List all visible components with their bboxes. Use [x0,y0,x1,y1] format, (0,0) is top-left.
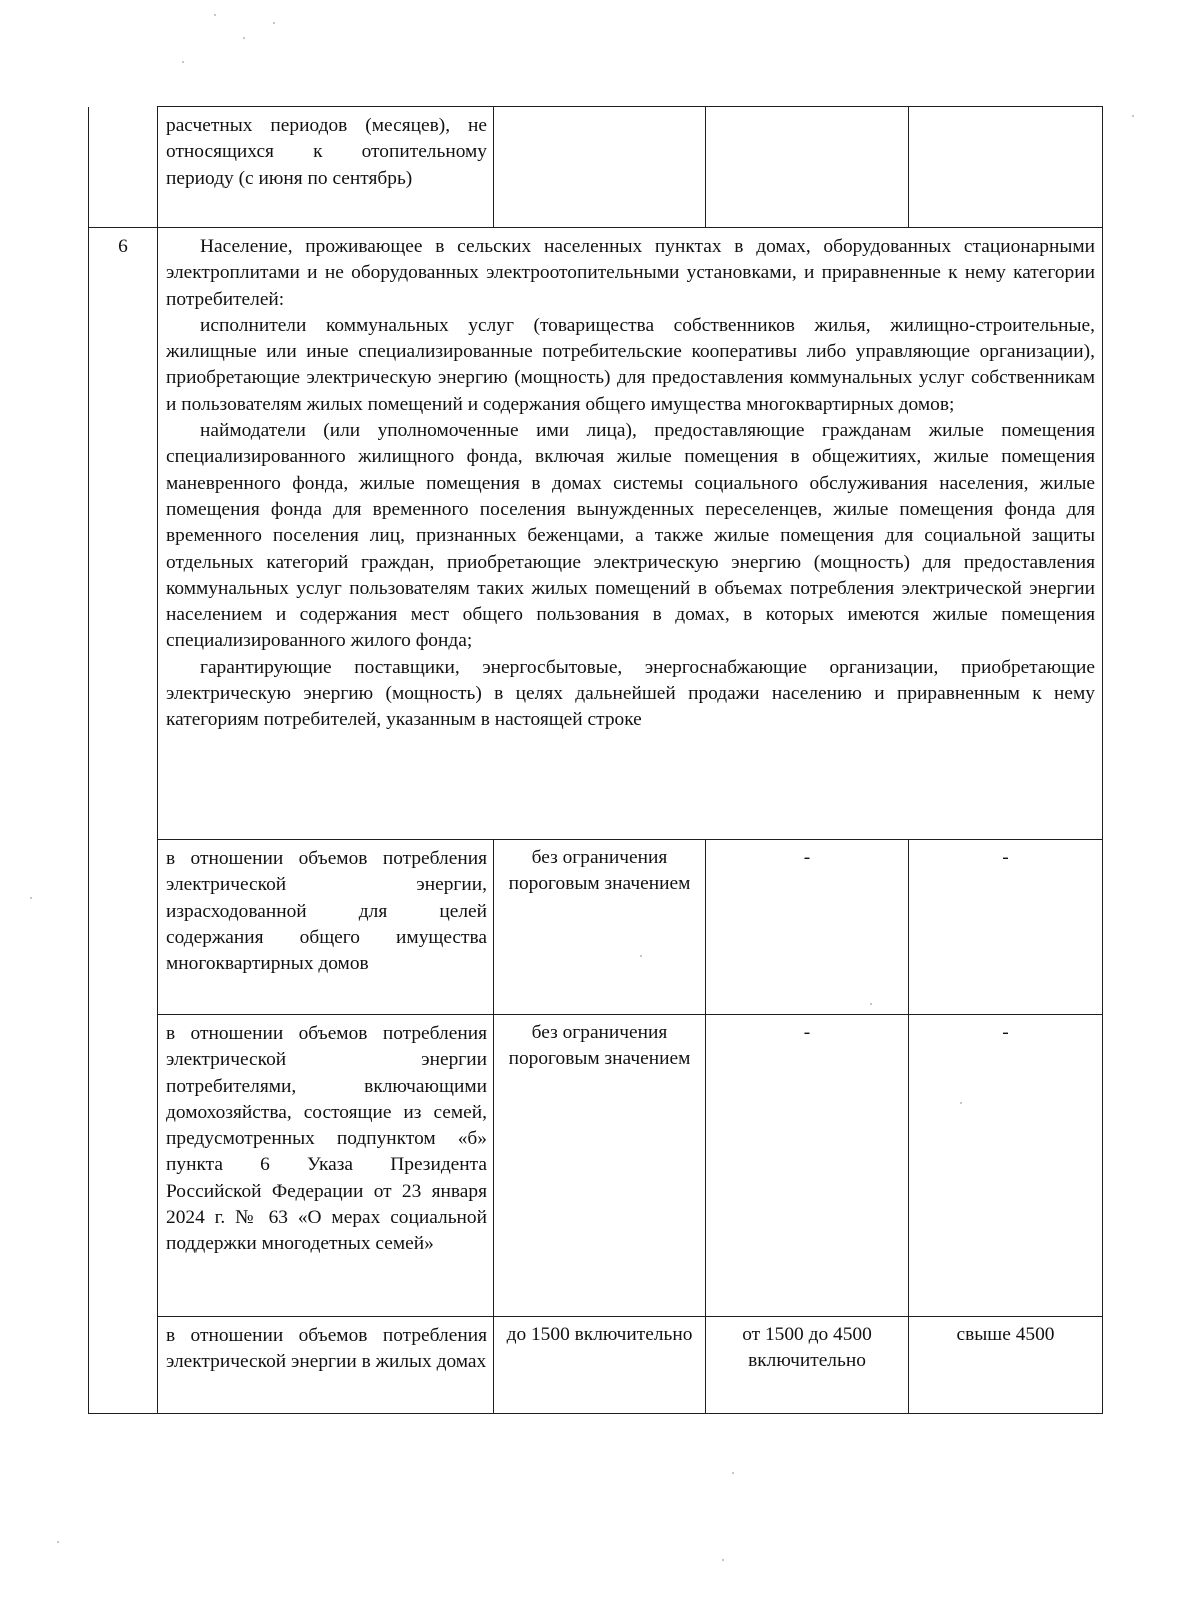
subrow-description-cell [158,1317,494,1414]
table-subrow-large-families [89,1015,1103,1317]
subrow-value-3: - [1002,1022,1009,1043]
heading-paragraph: исполнители коммунальных услуг (товарищества собственников жилья, жилищно-строительные, жилищные или иные специализированные потребительские кооперативы либо управляющие организации), приобретающие электрическую энергию (мощность) для предоставления коммунальных услуг собственникам и пользователям жилых помещений и содержания общего имущества многоквартирных домов; [166,314,1095,415]
scan-speck [214,14,216,16]
continued-value-1 [494,107,705,112]
row-6-heading-text [158,228,1102,741]
subrow-value-3: свыше 4500 [956,1324,1055,1345]
heading-paragraph: гарантирующие поставщики, энергосбытовые, энергоснабжающие организации, приобретающие электрическую энергию (мощность) в целях дальнейшей продажи населению и приравненным к нему категориям потребителей, указанным в настоящей строке [166,656,1095,731]
continued-value-2 [706,107,908,112]
subrow-value-1: без ограничения пороговым значением [508,1022,691,1070]
heading-paragraph: Население, проживающее в сельских населенных пунктах в домах, оборудованных стационарными электроплитами и не оборудованных электроотопительными установками, и приравненные к нему категории потребителей: [166,236,1095,310]
subrow-description: в отношении объемов потребления электрической энергии в жилых домах [166,1325,487,1373]
subrow-value-1: до 1500 включительно [506,1324,693,1345]
scan-speck [30,897,32,899]
subrow-value-1: без ограничения пороговым значением [508,847,691,895]
subrow-value-2-cell [706,840,909,1015]
row-number: 6 [118,236,128,257]
table-row-continued [89,107,1103,228]
scan-speck [273,22,275,24]
row-number-cell [89,228,158,1414]
electricity-tariff-table [88,106,1103,1414]
subrow-description: в отношении объемов потребления электрической энергии потребителями, включающими домохозяйства, состоящие из семей, предусмотренных подпунктом «б» пункта 6 Указа Президента Российской Федерации от 23 января 2024 г. № 63 «О мерах социальной поддержки многодетных семей» [166,1023,487,1255]
scan-speck [722,1559,724,1561]
continued-description-cell [158,107,494,228]
subrow-value-1-cell [494,840,706,1015]
row-6-heading-cell [158,228,1103,840]
scan-speck [182,61,184,63]
continued-description-text: расчетных периодов (месяцев), не относящихся к отопительному периоду (с июня по сентябрь) [166,115,487,189]
table-subrow-residential-houses [89,1317,1103,1414]
subrow-value-3-cell [909,1015,1103,1317]
continued-value-3 [909,107,1102,112]
continued-number-cell [89,107,158,228]
subrow-value-1-cell [494,1015,706,1317]
continued-value-2-cell [706,107,909,228]
subrow-value-3: - [1002,847,1009,868]
table-row-6-heading [89,228,1103,840]
continued-value-1-cell [494,107,706,228]
continued-value-3-cell [909,107,1103,228]
subrow-value-2: - [803,1022,811,1043]
subrow-description-cell [158,840,494,1015]
scan-speck [243,37,245,39]
table-subrow-common-property [89,840,1103,1015]
subrow-value-2: от 1500 до 4500 включительно [742,1324,872,1372]
subrow-value-3-cell [909,840,1103,1015]
subrow-description-cell [158,1015,494,1317]
subrow-description: в отношении объемов потребления электрической энергии, израсходованной для целей содержания общего имущества многоквартирных домов [166,848,487,975]
subrow-value-3-cell [909,1317,1103,1414]
scan-speck [57,1541,59,1543]
subrow-value-1-cell [494,1317,706,1414]
subrow-value-2-cell [706,1317,909,1414]
scan-speck [732,1472,734,1474]
heading-paragraph: наймодатели (или уполномоченные ими лица), предоставляющие гражданам жилые помещения специализированного жилищного фонда, включая жилые помещения в общежитиях, жилые помещения маневренного фонда, жилые помещения в домах системы социального обслуживания населения, жилые помещения фонда для временного поселения вынужденных переселенцев, жилые помещения фонда для временного поселения лиц, признанных беженцами, а также жилые помещения для социальной защиты отдельных категорий граждан, приобретающие электрическую энергию (мощность) для предоставления коммунальных услуг пользователям таких жилых помещений в объемах потребления электрической энергии населением и содержания мест общего пользования в домах, в которых имеются жилые помещения специализированного жилого фонда; [166,420,1095,652]
subrow-value-2-cell [706,1015,909,1317]
subrow-value-2: - [803,847,811,868]
scan-speck [1132,115,1134,117]
